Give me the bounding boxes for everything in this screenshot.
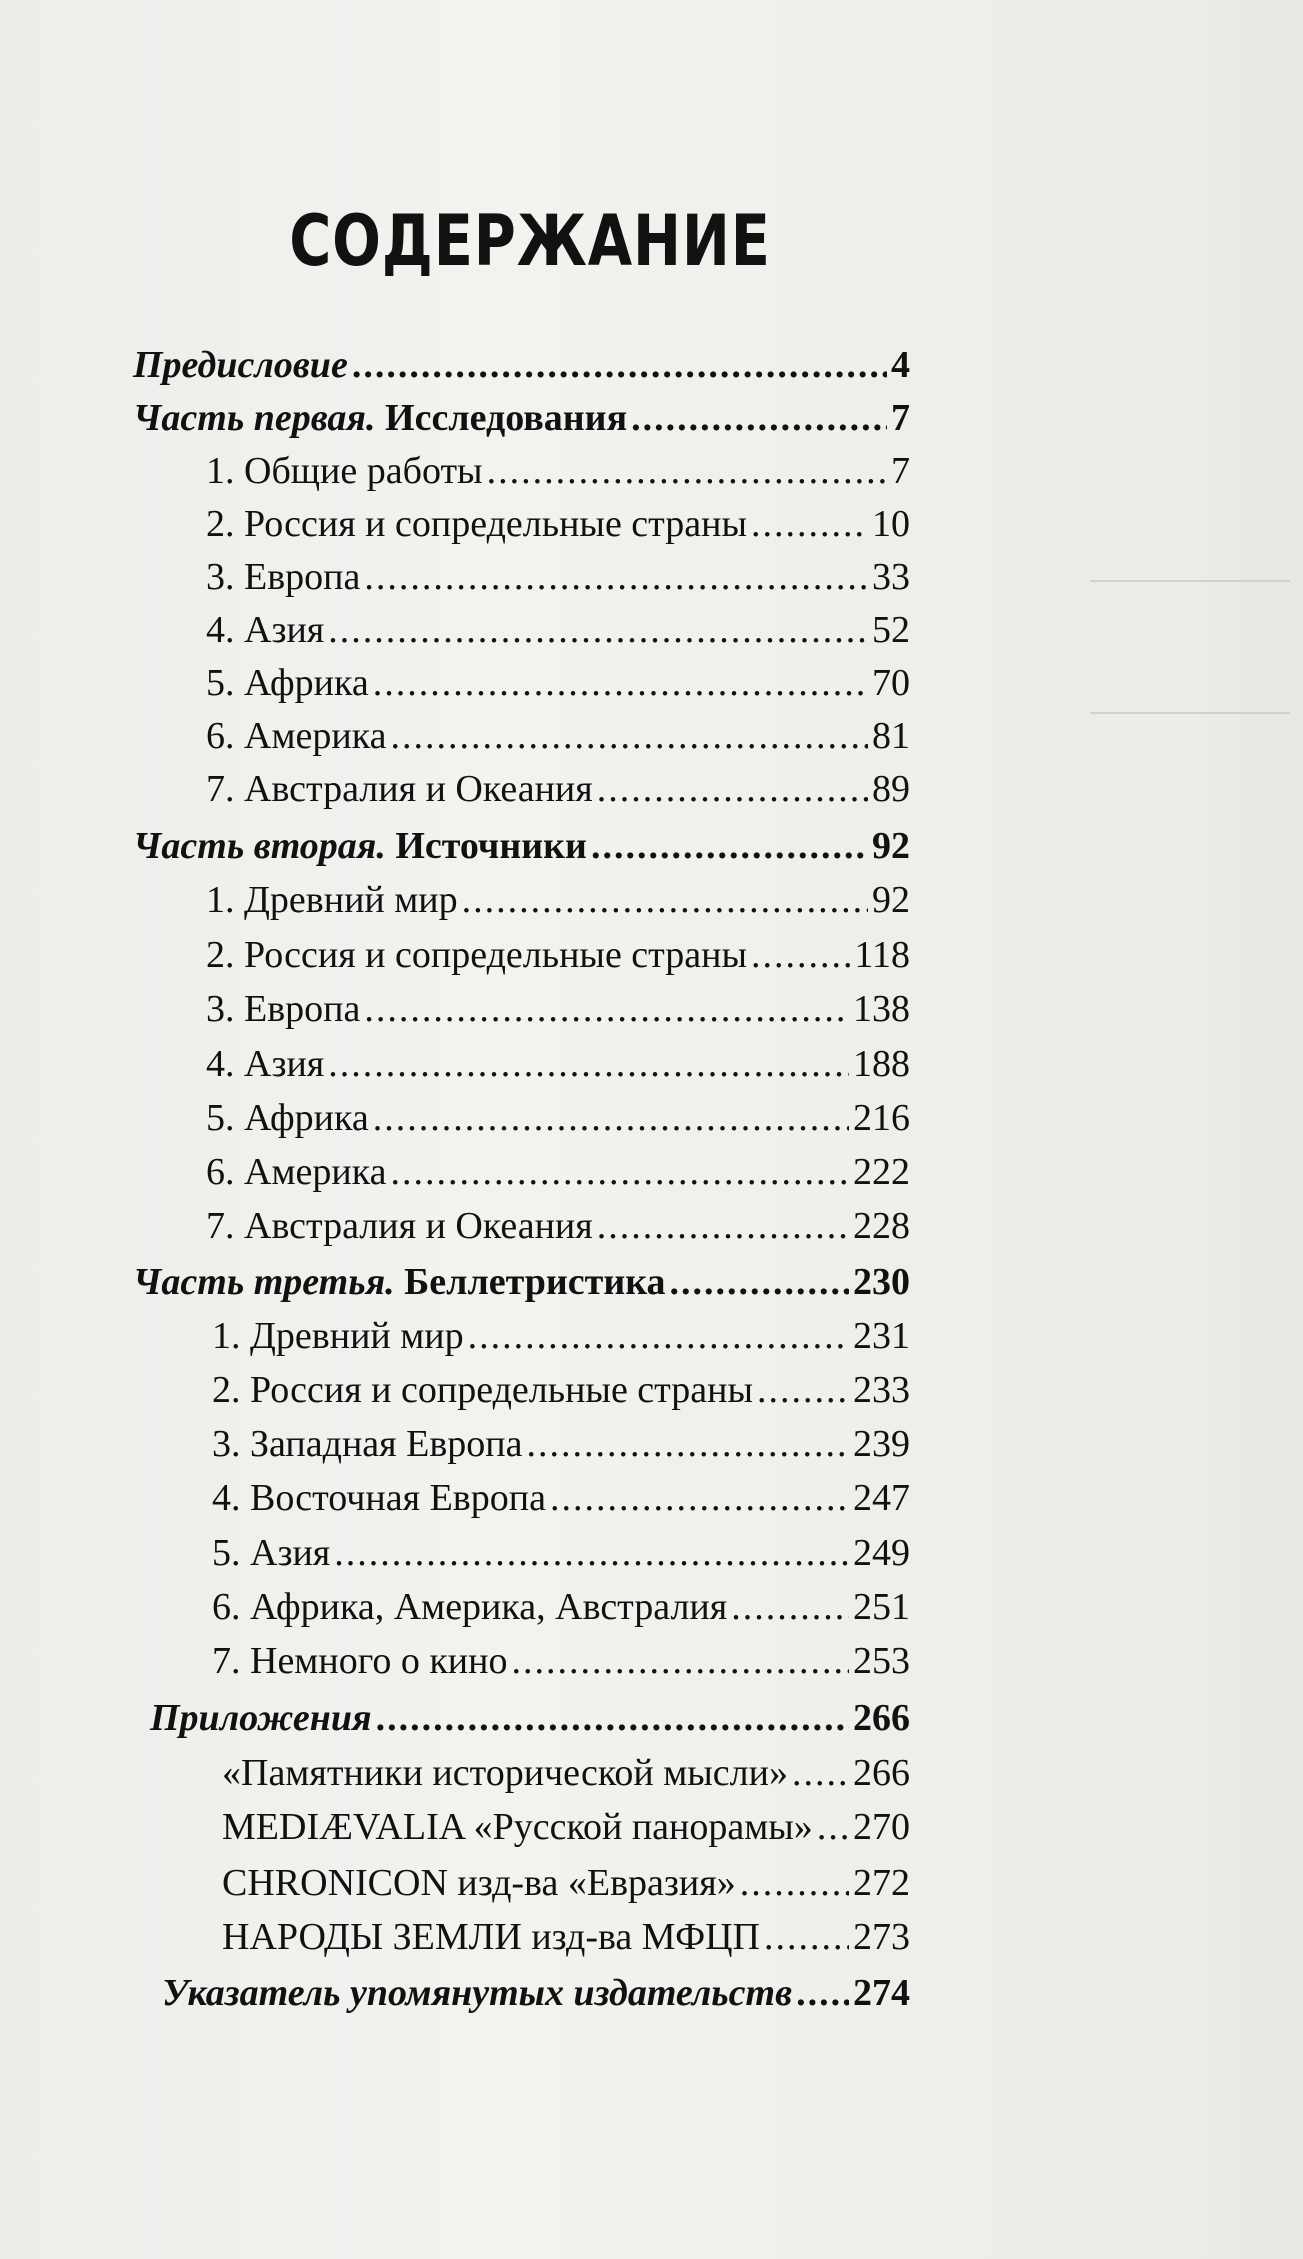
dot-leader: [751, 499, 868, 549]
toc-entry-label: 7. Австралия и Океания: [206, 1205, 593, 1247]
page-number: 4: [891, 344, 910, 386]
toc-entry-label: 4. Азия: [206, 609, 325, 651]
page-number: 70: [872, 662, 910, 704]
toc-entry: [206, 1201, 910, 1251]
toc-entry-label: 1. Древний мир: [212, 1315, 464, 1357]
toc-section-entry: [150, 1693, 910, 1743]
dot-leader: [740, 1858, 849, 1908]
toc-entry-label: 4. Восточная Европа: [212, 1477, 546, 1519]
page-number: 231: [853, 1315, 910, 1357]
dot-leader: [526, 1419, 849, 1469]
page-number: 251: [853, 1586, 910, 1628]
toc-entry: [206, 552, 910, 602]
page-number: 216: [853, 1097, 910, 1139]
page-number: 228: [853, 1205, 910, 1247]
dot-leader: [390, 711, 868, 761]
dot-leader: [511, 1636, 849, 1686]
dot-leader: [670, 1257, 849, 1307]
page-number: 233: [853, 1369, 910, 1411]
dot-leader: [373, 658, 868, 708]
page-number: 249: [853, 1532, 910, 1574]
page-number: 239: [853, 1423, 910, 1465]
toc-entry: [206, 1093, 910, 1143]
toc-entry-label: [133, 821, 587, 871]
toc-section-entry: [133, 821, 910, 871]
dot-leader: [487, 446, 887, 496]
page-number: 52: [872, 609, 910, 651]
dot-leader: [364, 984, 849, 1034]
toc-section-prefix: Предисловие: [133, 344, 348, 386]
dot-leader: [373, 1093, 849, 1143]
page-number: 188: [853, 1043, 910, 1085]
toc-entry-label: 1. Общие работы: [206, 450, 483, 492]
page-number: 247: [853, 1477, 910, 1519]
page-number: 270: [853, 1806, 910, 1848]
page-number: 10: [872, 503, 910, 545]
toc-entry-label: 4. Азия: [206, 1043, 325, 1085]
toc-section-prefix: Приложения: [150, 1697, 372, 1739]
toc-entry: [212, 1311, 910, 1361]
toc-entry-label: [133, 1257, 666, 1307]
dot-leader: [352, 340, 887, 390]
page-number: 273: [853, 1916, 910, 1958]
toc-entry-label: 7. Немного о кино: [212, 1640, 508, 1682]
toc-entry-label: НАРОДЫ ЗЕМЛИ изд-ва МФЦП: [222, 1916, 760, 1958]
dot-leader: [328, 1039, 849, 1089]
toc-entry: [212, 1365, 910, 1415]
page-number: 253: [853, 1640, 910, 1682]
page-number: 272: [853, 1862, 910, 1904]
toc-entry-label: 3. Европа: [206, 988, 361, 1030]
toc-entry-label: 6. Африка, Америка, Австралия: [212, 1586, 728, 1628]
toc-entry: [212, 1528, 910, 1578]
page-number: 138: [853, 988, 910, 1030]
dot-leader: [597, 1201, 849, 1251]
toc-section-title: Источники: [395, 825, 587, 867]
dot-leader: [390, 1147, 849, 1197]
page-number: 274: [853, 1972, 910, 2014]
toc-section-prefix: Часть третья.: [133, 1261, 395, 1303]
dot-leader: [328, 605, 868, 655]
page-number: 81: [872, 715, 910, 757]
toc-section-entry: [133, 340, 910, 390]
dot-leader: [731, 1582, 849, 1632]
toc-entry: [212, 1473, 910, 1523]
toc-section-prefix: Часть первая.: [133, 397, 376, 439]
toc-entry-label: CHRONICON изд-ва «Евразия»: [222, 1862, 736, 1904]
toc-entry: [206, 446, 910, 496]
dot-leader: [376, 1693, 849, 1743]
page-number: 118: [854, 934, 910, 976]
toc-entry-label: 5. Азия: [212, 1532, 331, 1574]
toc-entry: [212, 1419, 910, 1469]
dot-leader: [334, 1528, 849, 1578]
toc-entry-label: [133, 393, 627, 443]
toc-section-title: Исследования: [385, 397, 628, 439]
toc-entry-label: [150, 1693, 372, 1743]
toc-entry-label: «Памятники исторической мысли»: [222, 1752, 788, 1794]
dot-leader: [364, 552, 868, 602]
toc-entry-label: 3. Европа: [206, 556, 361, 598]
dot-leader: [757, 1365, 849, 1415]
toc-entry-label: 5. Африка: [206, 1097, 369, 1139]
page-title: СОДЕРЖАНИЕ: [289, 200, 771, 282]
toc-section-title: Беллетристика: [404, 1261, 666, 1303]
toc-section-prefix: Часть вторая.: [133, 825, 386, 867]
dot-leader: [751, 930, 850, 980]
dot-leader: [631, 393, 887, 443]
page-number: 92: [872, 879, 910, 921]
toc-entry: [206, 984, 910, 1034]
toc-entry: [206, 499, 910, 549]
toc-entry: [222, 1748, 910, 1798]
toc-entry: [222, 1912, 910, 1962]
toc-entry: [206, 1147, 910, 1197]
dot-leader: [764, 1912, 849, 1962]
toc-entry-label: [162, 1968, 792, 2018]
dot-leader: [462, 875, 868, 925]
toc-entry: [212, 1636, 910, 1686]
dot-leader: [591, 821, 868, 871]
toc-entry: [212, 1582, 910, 1632]
page-number: 266: [853, 1697, 910, 1739]
toc-entry: [206, 1039, 910, 1089]
toc-section-entry: [133, 393, 910, 443]
dot-leader: [597, 764, 868, 814]
toc-section-entry: [162, 1968, 910, 2018]
dot-leader: [796, 1968, 849, 2018]
toc-entry: [206, 875, 910, 925]
toc-entry: [222, 1802, 910, 1852]
toc-entry: [206, 711, 910, 761]
page-number: 222: [853, 1151, 910, 1193]
toc-entry-label: 2. Россия и сопредельные страны: [212, 1369, 753, 1411]
toc-entry-label: 6. Америка: [206, 1151, 387, 1193]
page-number: 33: [872, 556, 910, 598]
page-number: 230: [853, 1261, 910, 1303]
page-number: 92: [872, 825, 910, 867]
page-number: 7: [891, 450, 910, 492]
toc-entry: [206, 764, 910, 814]
toc-entry-label: 1. Древний мир: [206, 879, 458, 921]
toc-entry: [206, 930, 910, 980]
dot-leader: [550, 1473, 849, 1523]
page-number: 7: [891, 397, 910, 439]
dot-leader: [792, 1748, 849, 1798]
dot-leader: [817, 1802, 849, 1852]
toc-entry: [206, 658, 910, 708]
bleed-through-rule: [1090, 580, 1290, 714]
toc-entry-label: MEDIÆVALIA «Русской панорамы»: [222, 1806, 813, 1848]
toc-entry-label: 7. Австралия и Океания: [206, 768, 593, 810]
dot-leader: [468, 1311, 849, 1361]
toc-entry-label: 2. Россия и сопредельные страны: [206, 503, 747, 545]
toc-entry-label: 5. Африка: [206, 662, 369, 704]
page-number: 89: [872, 768, 910, 810]
toc-entry-label: 3. Западная Европа: [212, 1423, 523, 1465]
page-number: 266: [853, 1752, 910, 1794]
toc-section-prefix: Указатель упомянутых издательств: [162, 1972, 793, 2014]
toc-section-entry: [133, 1257, 910, 1307]
toc-entry: [222, 1858, 910, 1908]
toc-entry-label: 2. Россия и сопредельные страны: [206, 934, 747, 976]
toc-entry-label: [133, 340, 348, 390]
toc-entry: [206, 605, 910, 655]
toc-entry-label: 6. Америка: [206, 715, 387, 757]
